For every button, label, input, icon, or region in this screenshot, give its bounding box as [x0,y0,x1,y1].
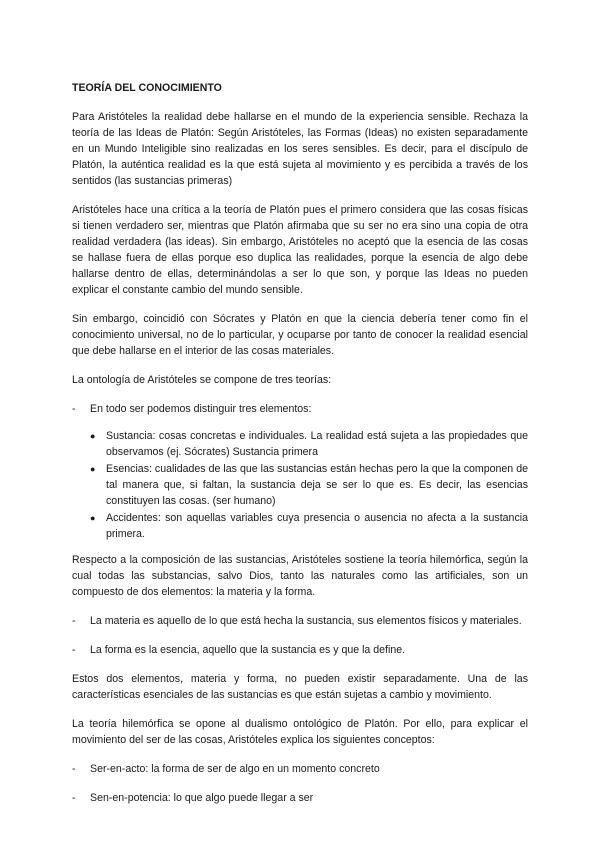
bullet-text: Esencias: cualidades de las que las sustancias están hechas pero la que la componen de tal manera que, si faltan, la sustancia deja se ser lo que es. Es decir, las esencias constituyen las cosas. (ser humano) [106,463,528,507]
document-page [72,80,528,819]
paragraph-5: Respecto a la composición de las sustancias, Aristóteles sostiene la teoría hilemórfica, según la cual todas las substancias, salvo Dios, tanto las naturales como las artificiales, son un compuesto de dos elementos: la materia y la forma. [72,554,528,598]
bullet-icon: ● [90,464,96,474]
dash-item-5 [72,790,528,806]
bullet-text: Accidentes: son aquellas variables cuya presencia o ausencia no afecta a la sustancia primera. [106,512,528,540]
bullet-icon: ● [90,513,96,523]
dash-item-2 [72,613,528,629]
paragraph-3: Sin embargo, coincidió con Sócrates y Platón en que la ciencia debería tener como fin el conocimiento universal, no de lo particular, y ocuparse por tanto de conocer la realidad esencial que debe hallarse en el interior de las cosas materiales. [72,313,528,357]
dash-item-text: La forma es la esencia, aquello que la sustancia es y que la define. [90,644,406,656]
dash-item-1 [72,401,528,417]
dash-mark: - [72,644,76,656]
bullet-item-sustancia [90,428,528,460]
paragraph-7: La teoría hilemórfica se opone al dualismo ontológico de Platón. Por ello, para explicar el movimiento del ser de las cosas, Aristóteles explica los siguientes conceptos: [72,718,528,746]
dash-mark: - [72,403,76,415]
paragraph-2: Aristóteles hace una crítica a la teoría de Platón pues el primero considera que las cosas físicas si tienen verdadero ser, mientras que Platón afirmaba que su ser no era sino una copia de otra realidad verdadera (las ideas). Sin embargo, Aristóteles no aceptó que la esencia de las cosas se hallase fuera de ellas porque eso duplica las realidades, porque la esencia de algo debe hallarse dentro de ellas, determinándolas a ser lo que son, y porque las Ideas no pueden explicar el constante cambio del mundo sensible. [72,204,528,296]
dash-mark: - [72,763,76,775]
paragraph-4: La ontología de Aristóteles se compone de tres teorías: [72,374,332,386]
paragraph-1: Para Aristóteles la realidad debe hallarse en el mundo de la experiencia sensible. Rechaza la teoría de las Ideas de Platón: Según Aristóteles, las Formas (Ideas) no existen separadamente en un Mundo Inteligible sino realizadas en los seres sensibles. Es decir, para el discípulo de Platón, la auténtica realidad es la que está sujeta al movimiento y es percibida a través de los sentidos (las sustancias primeras) [72,111,528,187]
bullet-item-accidentes [90,510,528,542]
page-title: TEORÍA DEL CONOCIMIENTO [72,82,222,94]
bullet-list [72,428,528,542]
dash-item-4 [72,761,528,777]
bullet-item-esencias [90,461,528,509]
bullet-text: Sustancia: cosas concretas e individuales. La realidad está sujeta a las propiedades que observamos (ej. Sócrates) Sustancia primera [106,430,528,458]
paragraph-6: Estos dos elementos, materia y forma, no pueden existir separadamente. Una de las características esenciales de las sustancias es que están sujetas a cambio y movimiento. [72,673,528,701]
dash-mark: - [72,792,76,804]
dash-item-text: Ser-en-acto: la forma de ser de algo en un momento concreto [90,763,380,775]
dash-item-text: Sen-en-potencia: lo que algo puede llegar a ser [90,792,314,804]
dash-item-text: En todo ser podemos distinguir tres elementos: [90,403,312,415]
dash-item-3 [72,642,528,658]
dash-mark: - [72,615,76,627]
dash-item-text: La materia es aquello de lo que está hecha la sustancia, sus elementos físicos y materiales. [90,615,522,627]
bullet-icon: ● [90,431,96,441]
